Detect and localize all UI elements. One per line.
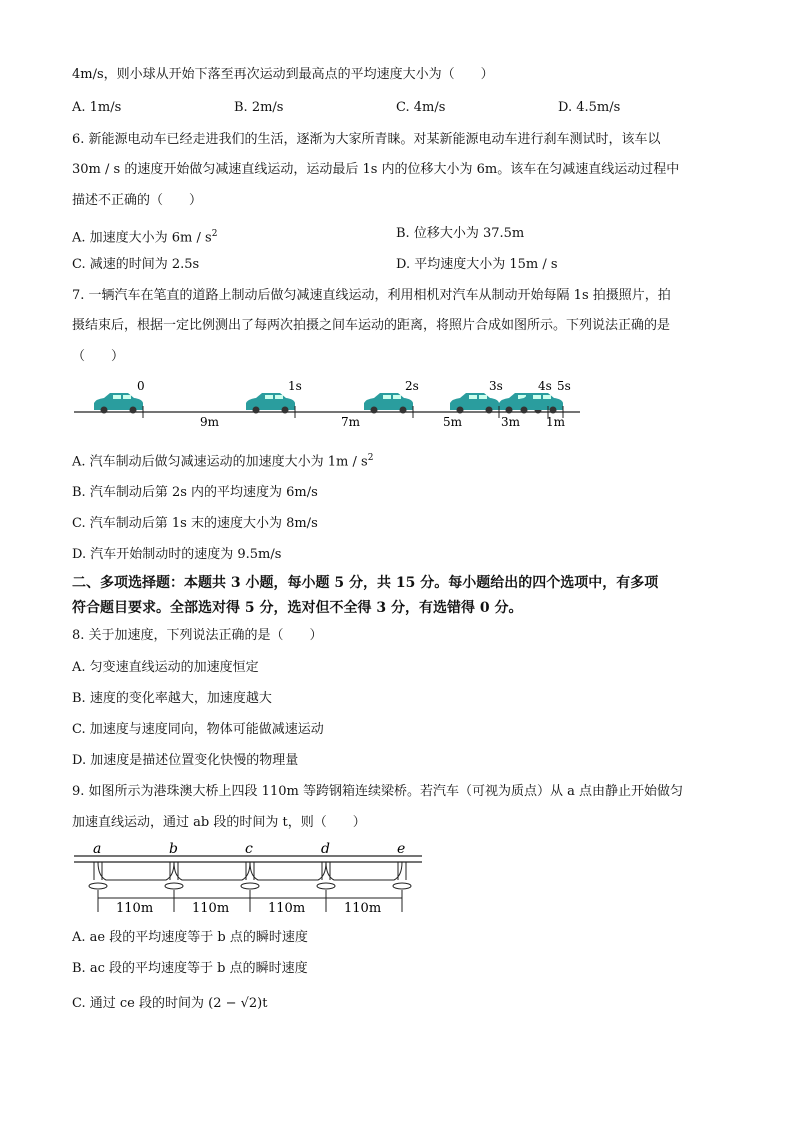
- q5-option-b: B. 2m/s: [234, 100, 284, 115]
- distance-label: 5m: [443, 415, 463, 429]
- q5-option-a: A. 1m/s: [72, 100, 122, 115]
- q7-stem-line2: 摄结束后，根据一定比例测出了每两次拍摄之间车运动的距离，将照片合成如图所示。下列说法正确的是: [72, 318, 671, 333]
- q7-stem-line1: 7. 一辆汽车在笔直的道路上制动后做匀减速直线运动，利用相机对汽车从制动开始每隔 1s 拍摄照片，拍: [72, 288, 671, 303]
- time-label: 0: [137, 379, 145, 393]
- distance-label: 1m: [546, 415, 566, 429]
- q9-option-b: B. ac 段的平均速度等于 b 点的瞬时速度: [72, 961, 308, 976]
- q9-bridge-figure: [72, 840, 428, 920]
- distance-label: 7m: [341, 415, 361, 429]
- q8-option-d: D. 加速度是描述位置变化快慢的物理量: [72, 753, 299, 768]
- span-label: 110m: [116, 901, 154, 916]
- car-icon: [94, 393, 143, 414]
- q7-option-b: B. 汽车制动后第 2s 内的平均速度为 6m/s: [72, 485, 318, 500]
- point-label: e: [397, 841, 406, 857]
- q6-stem-line1: 6. 新能源电动车已经走进我们的生活，逐渐为大家所青睐。对某新能源电动车进行刹车测试时，该车以: [72, 132, 661, 147]
- q6-stem-line3: 描述不正确的（ ）: [72, 193, 203, 208]
- q6-option-a: A. 加速度大小为 $6m / s^2$: [72, 229, 218, 246]
- q5-option-d: D. 4.5m/s: [558, 100, 621, 115]
- q8-option-c: C. 加速度与速度同向，物体可能做减速运动: [72, 722, 324, 737]
- time-label: 2s: [405, 379, 419, 393]
- car-icon: [246, 393, 295, 414]
- car-icon: [364, 393, 413, 414]
- point-label: c: [245, 841, 253, 857]
- q7-option-c: C. 汽车制动后第 1s 末的速度大小为 8m/s: [72, 516, 318, 531]
- q8-stem: 8. 关于加速度，下列说法正确的是（ ）: [72, 628, 323, 643]
- point-label: d: [321, 841, 330, 857]
- q6-option-d: D. 平均速度大小为 15m / s: [396, 257, 558, 272]
- q9-stem-line1: 9. 如图所示为港珠澳大桥上四段 110m 等跨钢箱连续梁桥。若汽车（可视为质点）从 a 点由静止开始做匀: [72, 784, 683, 799]
- q8-option-a: A. 匀变速直线运动的加速度恒定: [72, 660, 259, 675]
- q6-option-c: C. 减速的时间为 2.5s: [72, 257, 200, 272]
- q7-option-a: A. 汽车制动后做匀减速运动的加速度大小为 $1m / s^2$: [72, 453, 374, 470]
- q6-stem-line2: 30m / s 的速度开始做匀减速直线运动，运动最后 1s 内的位移大小为 6m。该车在匀减速直线运动过程中: [72, 162, 680, 177]
- span-label: 110m: [192, 901, 230, 916]
- distance-label: 3m: [501, 415, 521, 429]
- q7-option-d: D. 汽车开始制动时的速度为 9.5m/s: [72, 547, 282, 562]
- section2-heading-line2: 符合题目要求。全部选对得 5 分，选对但不全得 3 分，有选错得 0 分。: [72, 600, 523, 616]
- q7-car-figure: [70, 374, 590, 430]
- car-icon: [450, 393, 499, 414]
- q5-stem-tail: 4m/s，则小球从开始下落至再次运动到最高点的平均速度大小为（ ）: [72, 67, 494, 82]
- q8-option-b: B. 速度的变化率越大，加速度越大: [72, 691, 272, 706]
- time-label: 4s: [538, 379, 552, 393]
- span-label: 110m: [268, 901, 306, 916]
- q6-option-b: B. 位移大小为 37.5m: [396, 226, 525, 241]
- section2-heading-line1: 二、多项选择题：本题共 3 小题，每小题 5 分，共 15 分。每小题给出的四个选项中，有多项: [72, 575, 659, 591]
- time-label: 5s: [557, 379, 571, 393]
- q7-stem-line3: （ ）: [72, 349, 125, 364]
- span-label: 110m: [344, 901, 382, 916]
- q9-option-a: A. ae 段的平均速度等于 b 点的瞬时速度: [72, 930, 308, 945]
- q9-option-c: C. 通过 ce 段的时间为 (2 − √2)t: [72, 996, 268, 1011]
- point-label: a: [93, 841, 102, 857]
- time-label: 3s: [489, 379, 503, 393]
- point-label: b: [169, 841, 178, 857]
- q9-stem-line2: 加速直线运动，通过 ab 段的时间为 t，则（ ）: [72, 815, 366, 830]
- q5-option-c: C. 4m/s: [396, 100, 446, 115]
- distance-label: 9m: [200, 415, 220, 429]
- time-label: 1s: [288, 379, 302, 393]
